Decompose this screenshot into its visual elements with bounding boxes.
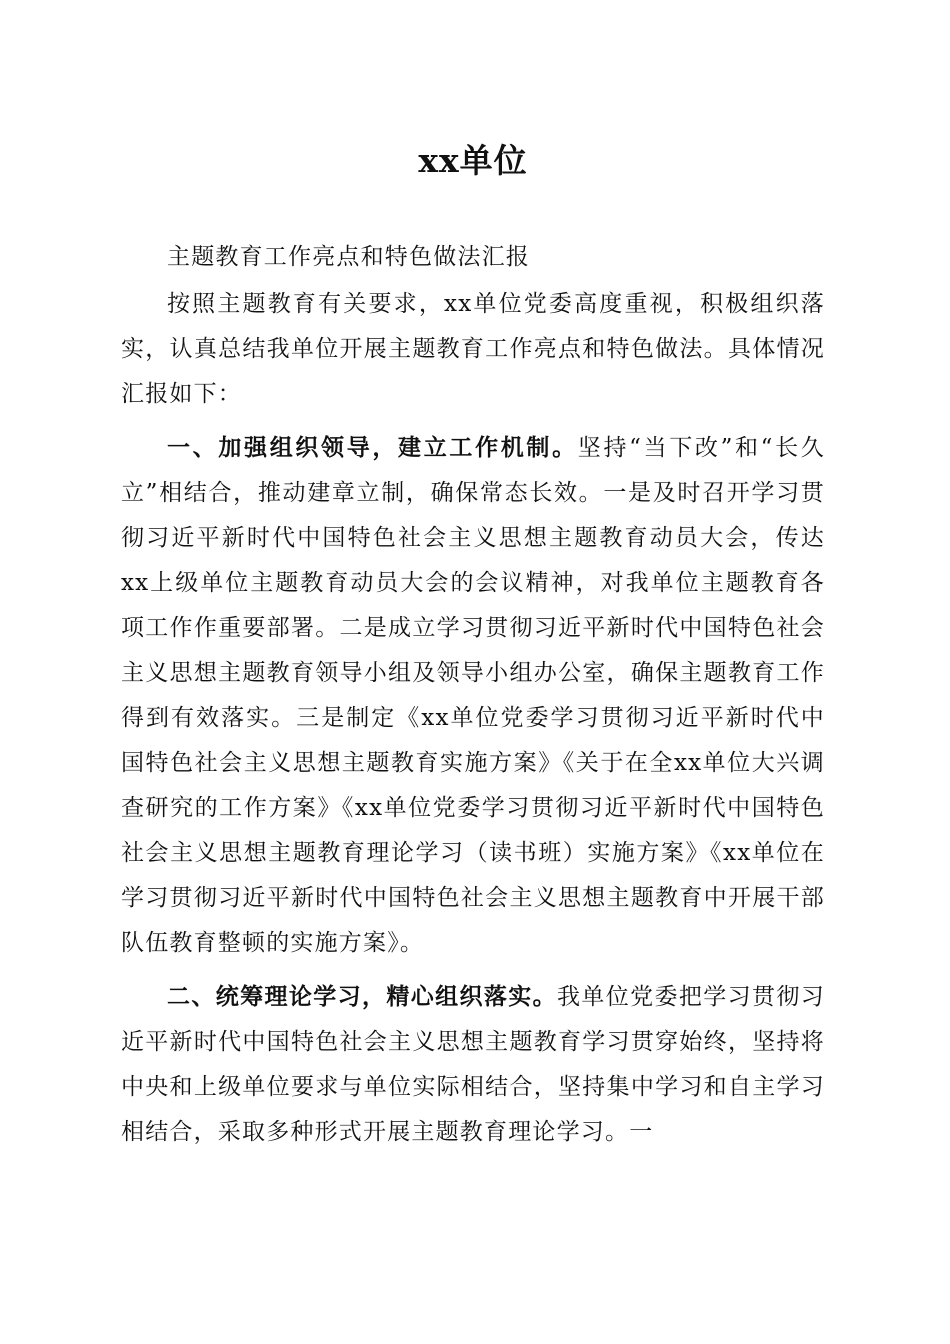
section-2-paragraph (121, 974, 825, 1155)
document-title: xx单位 (418, 141, 528, 180)
section-1-body: 坚持“当下改”和“长久立”相结合，推动建章立制，确保常态长效。一是及时召开学习贯彻习近平新时代中国特色社会主义思想主题教育动员大会，传达xx上级单位主题教育动员大会的会议精神，对我单位主题教育各项工作作重要部署。二是成立学习贯彻习近平新时代中国特色社会主义思想主题教育领导小组及领导小组办公室，确保主题教育工作得到有效落实。三是制定《xx单位党委学习贯彻习近平新时代中国特色社会主义思想主题教育实施方案》《关于在全xx单位大兴调查研究的工作方案》《xx单位党委学习贯彻习近平新时代中国特色社会主义思想主题教育理论学习（读书班）实施方案》《xx单位在学习贯彻习近平新时代中国特色社会主义思想主题教育中开展干部队伍教育整顿的实施方案》。 (121, 435, 825, 956)
section-1-heading: 一、加强组织领导，建立工作机制。 (167, 434, 578, 461)
section-1-paragraph (121, 425, 825, 966)
section-2-heading: 二、统筹理论学习，精心组织落实。 (167, 983, 558, 1010)
intro-paragraph: 按照主题教育有关要求，xx单位党委高度重视，积极组织落实，认真总结我单位开展主题教育工作亮点和特色做法。具体情况汇报如下： (121, 291, 825, 407)
document-subtitle: 主题教育工作亮点和特色做法汇报 (167, 244, 530, 270)
section-2-body: 我单位党委把学习贯彻习近平新时代中国特色社会主义思想主题教育学习贯穿始终，坚持将中央和上级单位要求与单位实际相结合，坚持集中学习和自主学习相结合，采取多种形式开展主题教育理论学习。一 (121, 984, 825, 1145)
